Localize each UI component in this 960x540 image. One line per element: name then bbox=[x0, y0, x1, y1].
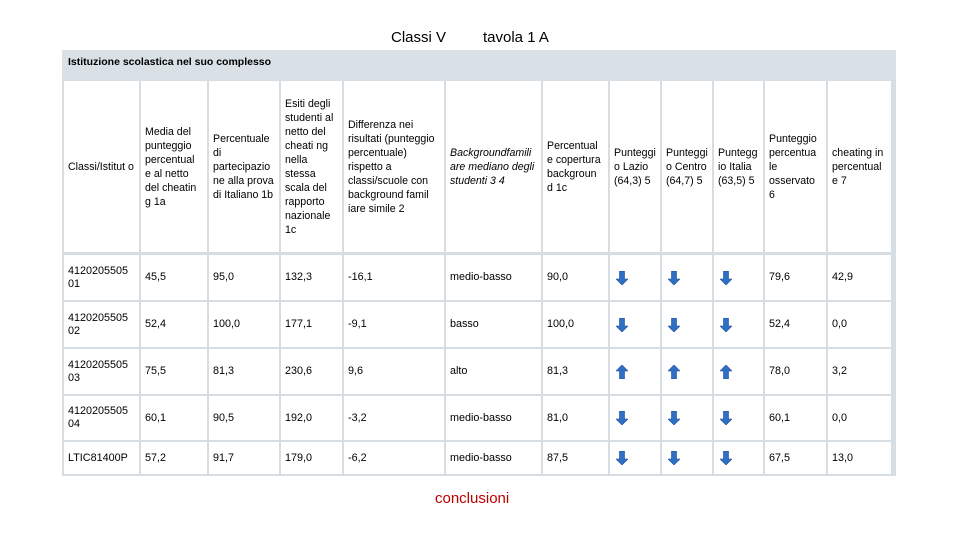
column-header-label: Punteggio Centro (64,7) 5 bbox=[666, 146, 708, 187]
cell-value: 67,5 bbox=[769, 451, 791, 464]
cell-value: 100,0 bbox=[547, 318, 575, 331]
column-header-label: cheating in percentual e 7 bbox=[832, 146, 884, 187]
trend-cell-centro bbox=[662, 302, 712, 347]
cell-value: 13,0 bbox=[832, 451, 854, 464]
table-banner: Istituzione scolastica nel suo complesso bbox=[62, 50, 896, 79]
arrow-down-icon bbox=[720, 411, 732, 425]
arrow-down-icon bbox=[616, 271, 628, 285]
table-cell-copertura bbox=[543, 349, 608, 394]
table-cell-copertura bbox=[543, 442, 608, 474]
arrow-down-icon bbox=[616, 451, 628, 465]
cell-value: 412020550503 bbox=[68, 358, 129, 384]
table-cell-background bbox=[446, 396, 541, 440]
table-cell-copertura bbox=[543, 255, 608, 300]
trend-cell-centro bbox=[662, 255, 712, 300]
table-cell-class bbox=[64, 255, 139, 300]
arrow-down-icon bbox=[668, 271, 680, 285]
column-header-label: Punteggio percentua le osservato 6 bbox=[769, 132, 817, 201]
column-header-italia bbox=[714, 81, 763, 252]
column-header-label: Punteggio Italia (63,5) 5 bbox=[718, 146, 758, 187]
column-header-differenza bbox=[344, 81, 444, 252]
table-cell-class bbox=[64, 442, 139, 474]
cell-value: 60,1 bbox=[769, 411, 791, 424]
table-cell-osservato bbox=[765, 255, 826, 300]
cell-value: LTIC81400P bbox=[68, 451, 128, 464]
table-cell-esiti bbox=[281, 396, 342, 440]
table-cell-cheating bbox=[828, 255, 891, 300]
table-cell-esiti bbox=[281, 255, 342, 300]
cell-value: 79,6 bbox=[769, 271, 791, 284]
table-cell-copertura bbox=[543, 396, 608, 440]
slide-title-tavola: tavola 1 A bbox=[483, 29, 549, 46]
cell-value: 192,0 bbox=[285, 411, 313, 424]
cell-value: medio-basso bbox=[450, 411, 512, 424]
column-header-copertura bbox=[543, 81, 608, 252]
cell-value: -9,1 bbox=[348, 318, 367, 331]
table-cell-partecipazione bbox=[209, 349, 279, 394]
trend-cell-italia bbox=[714, 349, 763, 394]
table-cell-differenza bbox=[344, 302, 444, 347]
table-cell-differenza bbox=[344, 255, 444, 300]
table-cell-media bbox=[141, 255, 207, 300]
column-header-partecipazione bbox=[209, 81, 279, 252]
arrow-down-icon bbox=[720, 318, 732, 332]
cell-value: 90,0 bbox=[547, 271, 569, 284]
trend-cell-lazio bbox=[610, 442, 660, 474]
arrow-down-icon bbox=[720, 271, 732, 285]
table-cell-partecipazione bbox=[209, 302, 279, 347]
trend-cell-lazio bbox=[610, 349, 660, 394]
cell-value: basso bbox=[450, 318, 479, 331]
trend-cell-italia bbox=[714, 302, 763, 347]
column-header-label: Media del punteggio percentual e al netto del cheatin g 1a bbox=[145, 125, 197, 208]
arrow-down-icon bbox=[616, 318, 628, 332]
cell-value: 60,1 bbox=[145, 411, 167, 424]
table-cell-media bbox=[141, 349, 207, 394]
cell-value: 81,3 bbox=[213, 365, 235, 378]
column-header-class bbox=[64, 81, 139, 252]
cell-value: medio-basso bbox=[450, 451, 512, 464]
table-cell-cheating bbox=[828, 442, 891, 474]
column-header-label: Esiti degli studenti al netto del cheati ng nella stessa scala del rapporto nazionale 1c bbox=[285, 97, 334, 236]
cell-value: 78,0 bbox=[769, 365, 791, 378]
cell-value: 412020550504 bbox=[68, 405, 129, 430]
trend-cell-lazio bbox=[610, 255, 660, 300]
cell-value: 90,5 bbox=[213, 411, 235, 424]
arrow-down-icon bbox=[668, 451, 680, 465]
table-cell-media bbox=[141, 302, 207, 347]
column-header-background bbox=[446, 81, 541, 252]
table-cell-osservato bbox=[765, 442, 826, 474]
column-header-label: Percentual e copertura backgroun d 1c bbox=[547, 139, 601, 194]
column-header-cheating bbox=[828, 81, 891, 252]
cell-value: 230,6 bbox=[285, 365, 313, 378]
table-cell-class bbox=[64, 302, 139, 347]
cell-value: 91,7 bbox=[213, 451, 235, 464]
cell-value: 0,0 bbox=[832, 411, 848, 424]
table-cell-osservato bbox=[765, 396, 826, 440]
table-cell-differenza bbox=[344, 442, 444, 474]
column-header-centro bbox=[662, 81, 712, 252]
cell-value: alto bbox=[450, 365, 468, 378]
table-cell-differenza bbox=[344, 396, 444, 440]
table-cell-partecipazione bbox=[209, 255, 279, 300]
table-cell-cheating bbox=[828, 302, 891, 347]
arrow-down-icon bbox=[720, 451, 732, 465]
column-header-label: Backgroundfamili are mediano degli studenti 3 4 bbox=[450, 146, 535, 187]
cell-value: 95,0 bbox=[213, 271, 235, 284]
slide-title-classi: Classi V bbox=[391, 29, 447, 46]
table-cell-media bbox=[141, 396, 207, 440]
arrow-down-icon bbox=[668, 411, 680, 425]
cell-value: 177,1 bbox=[285, 318, 313, 331]
trend-cell-lazio bbox=[610, 396, 660, 440]
table-cell-media bbox=[141, 442, 207, 474]
cell-value: 87,5 bbox=[547, 451, 569, 464]
cell-value: 179,0 bbox=[285, 451, 313, 464]
trend-cell-italia bbox=[714, 396, 763, 440]
table-cell-cheating bbox=[828, 349, 891, 394]
cell-value: 52,4 bbox=[769, 318, 791, 331]
table-cell-esiti bbox=[281, 349, 342, 394]
trend-cell-italia bbox=[714, 255, 763, 300]
cell-value: 52,4 bbox=[145, 318, 167, 331]
cell-value: 100,0 bbox=[213, 318, 241, 331]
cell-value: 412020550502 bbox=[68, 311, 129, 337]
column-header-media bbox=[141, 81, 207, 252]
trend-cell-centro bbox=[662, 396, 712, 440]
arrow-up-icon bbox=[668, 365, 680, 379]
table-cell-osservato bbox=[765, 349, 826, 394]
column-header-lazio bbox=[610, 81, 660, 252]
cell-value: 81,0 bbox=[547, 411, 569, 424]
arrow-down-icon bbox=[616, 411, 628, 425]
column-header-label: Classi/Istitut o bbox=[68, 160, 134, 173]
arrow-up-icon bbox=[720, 365, 732, 379]
cell-value: 45,5 bbox=[145, 271, 167, 284]
table-cell-esiti bbox=[281, 442, 342, 474]
cell-value: -6,2 bbox=[348, 451, 367, 464]
column-header-label: Punteggio Lazio (64,3) 5 bbox=[614, 146, 656, 187]
column-header-esiti bbox=[281, 81, 342, 252]
cell-value: 0,0 bbox=[832, 318, 848, 331]
table-cell-partecipazione bbox=[209, 442, 279, 474]
table-cell-copertura bbox=[543, 302, 608, 347]
table-cell-background bbox=[446, 302, 541, 347]
table-cell-background bbox=[446, 255, 541, 300]
cell-value: -3,2 bbox=[348, 411, 367, 424]
table-cell-background bbox=[446, 442, 541, 474]
table-cell-differenza bbox=[344, 349, 444, 394]
table-cell-background bbox=[446, 349, 541, 394]
arrow-down-icon bbox=[668, 318, 680, 332]
trend-cell-italia bbox=[714, 442, 763, 474]
conclusioni-link[interactable]: conclusioni bbox=[435, 490, 510, 507]
arrow-up-icon bbox=[616, 365, 628, 379]
table-cell-osservato bbox=[765, 302, 826, 347]
table-cell-cheating bbox=[828, 396, 891, 440]
column-header-osservato bbox=[765, 81, 826, 252]
cell-value: 42,9 bbox=[832, 271, 854, 284]
column-header-label: Differenza nei risultati (punteggio percentuale) rispetto a classi/scuole con background famil iare simile 2 bbox=[348, 118, 435, 215]
cell-value: 57,2 bbox=[145, 451, 167, 464]
trend-cell-lazio bbox=[610, 302, 660, 347]
cell-value: 81,3 bbox=[547, 365, 569, 378]
table-cell-class bbox=[64, 349, 139, 394]
cell-value: 75,5 bbox=[145, 365, 167, 378]
trend-cell-centro bbox=[662, 442, 712, 474]
cell-value: 132,3 bbox=[285, 271, 313, 284]
table-cell-class bbox=[64, 396, 139, 440]
table-cell-partecipazione bbox=[209, 396, 279, 440]
cell-value: -16,1 bbox=[348, 271, 373, 284]
table-cell-esiti bbox=[281, 302, 342, 347]
cell-value: 9,6 bbox=[348, 365, 364, 378]
cell-value: 412020550501 bbox=[68, 264, 129, 290]
results-table bbox=[62, 50, 896, 476]
trend-cell-centro bbox=[662, 349, 712, 394]
cell-value: medio-basso bbox=[450, 271, 512, 284]
column-header-label: Percentuale di partecipazio ne alla prova di Italiano 1b bbox=[213, 132, 274, 201]
cell-value: 3,2 bbox=[832, 365, 848, 378]
